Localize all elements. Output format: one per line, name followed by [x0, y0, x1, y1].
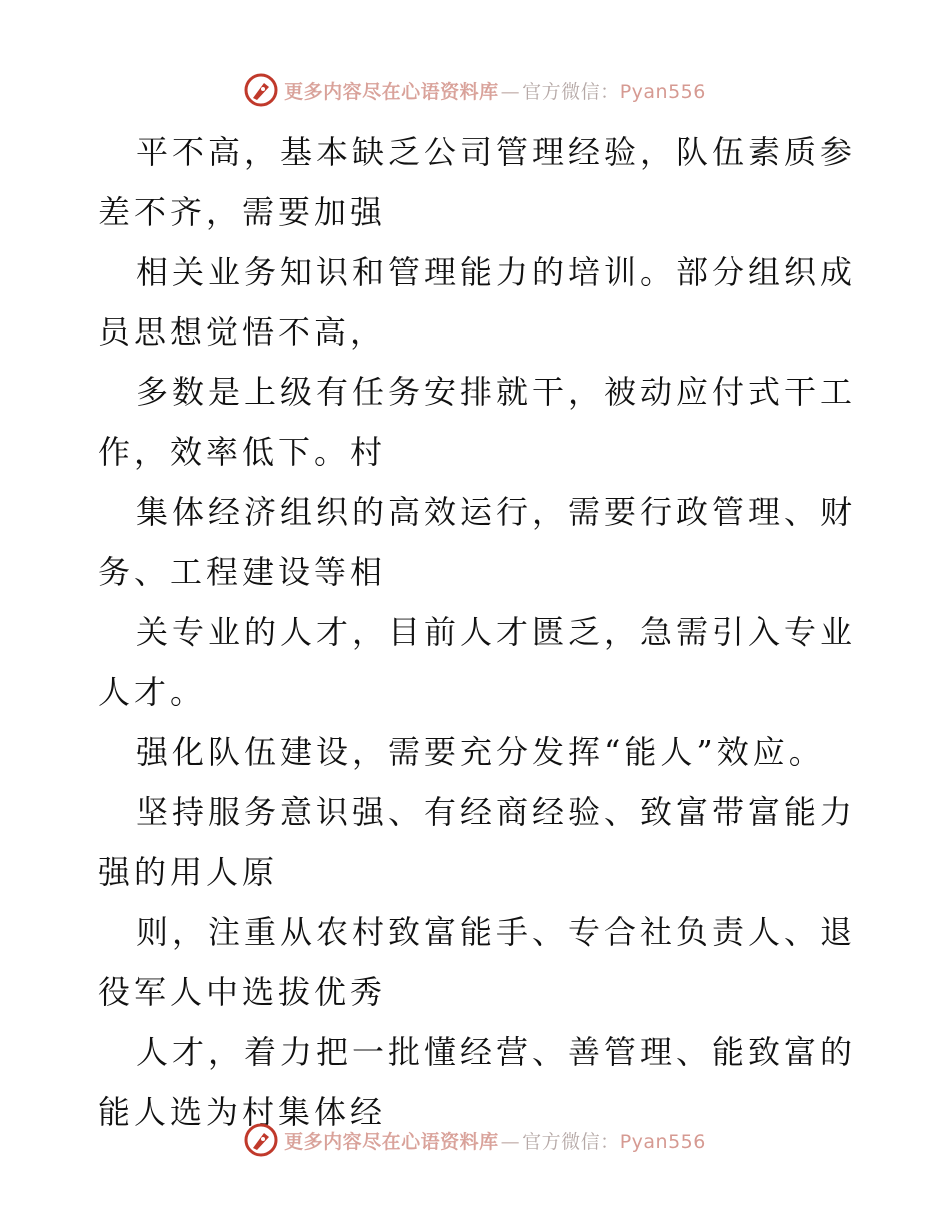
banner-text — [284, 1127, 706, 1154]
paragraph-1: 平不高，基本缺乏公司管理经验，队伍素质参差不齐，需要加强 — [98, 133, 857, 231]
banner-text — [284, 77, 706, 104]
banner-dash: — — [500, 80, 521, 103]
banner-wechat-id: Pyan556 — [619, 1130, 706, 1153]
banner-lead: 更多内容尽在心语资料库 — [284, 80, 499, 103]
header-banner — [0, 68, 950, 112]
paragraph-5: 关专业的人才，目前人才匮乏，急需引入专业人才。 — [98, 613, 857, 711]
paragraph-3: 多数是上级有任务安排就干，被动应付式干工作，效率低下。村 — [98, 373, 857, 471]
pen-nib-seal-icon — [244, 73, 278, 107]
document-body — [98, 122, 858, 1142]
paragraph-4: 集体经济组织的高效运行，需要行政管理、财务、工程建设等相 — [98, 493, 857, 591]
banner-official-label: 官方微信： — [522, 1130, 620, 1153]
paragraph-8: 则，注重从农村致富能手、专合社负责人、退役军人中选拔优秀 — [98, 913, 857, 1011]
paragraph-2: 相关业务知识和管理能力的培训。部分组织成员思想觉悟不高， — [98, 253, 857, 351]
banner-dash: — — [500, 1130, 521, 1153]
paragraph-9: 人才，着力把一批懂经营、善管理、能致富的能人选为村集体经 — [98, 1033, 857, 1131]
paragraph-7: 坚持服务意识强、有经商经验、致富带富能力强的用人原 — [98, 793, 857, 891]
banner-official-label: 官方微信： — [522, 80, 620, 103]
banner-lead: 更多内容尽在心语资料库 — [284, 1130, 499, 1153]
pen-nib-seal-icon — [244, 1123, 278, 1157]
footer-banner — [0, 1118, 950, 1162]
paragraph-6: 强化队伍建设，需要充分发挥“能人”效应。 — [136, 733, 825, 771]
banner-wechat-id: Pyan556 — [619, 80, 706, 103]
